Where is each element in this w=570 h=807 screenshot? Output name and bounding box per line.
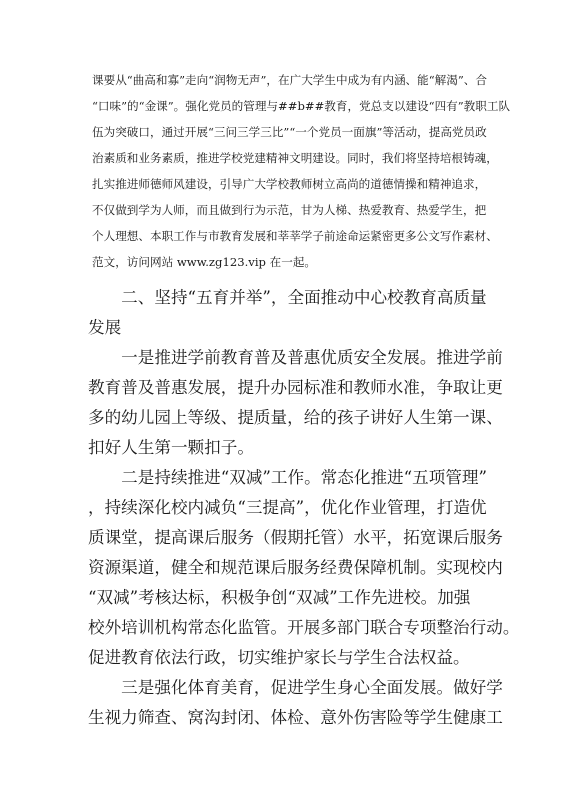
body-line-10: 资源渠道，健全和规范课后服务经费保障机制。实现校内 [88, 558, 503, 577]
intro-line-8: 范文，访问网站 www.zg123.vip 在一起。 [92, 255, 317, 269]
body-line-13: 促进教育依法行政，切实维护家长与学生合法权益。 [88, 648, 470, 667]
intro-line-2: “口味”的“金课”。强化党员的管理与##b##教育，党总支以建设“四有”教职工队 [92, 99, 511, 113]
body-line-11: “双减”考核达标，积极争创“双减”工作先进校。加强 [88, 588, 471, 607]
body-line-5: 多的幼儿园上等级、提质量，给的孩子讲好人生第一课、 [88, 408, 503, 427]
body-line-3: 一是推进学前教育普及普惠优质安全发展。推进学前 [88, 348, 503, 367]
intro-line-6: 不仅做到学为人师，而且做到行为示范，甘为人梯、热爱教育、热爱学生，把 [92, 203, 487, 217]
intro-line-3: 伍为突破口，通过开展“三问三学三比”“一个党员一面旗”等活动，提高党员政 [92, 125, 487, 139]
intro-line-7: 个人理想、本职工作与市教育发展和莘莘学子前途命运紧密更多公文写作素材、 [92, 229, 498, 243]
body-line-14: 三是强化体育美育，促进学生身心全面发展。做好学 [88, 678, 503, 697]
body-line-7: 二是持续推进“双减”工作。常态化推进“五项管理” [88, 468, 487, 487]
body-line-6: 扣好人生第一颗扣子。 [88, 438, 254, 457]
body-line-9: 质课堂，提高课后服务（假期托管）水平，拓宽课后服务 [88, 528, 503, 547]
intro-line-1: 课要从“曲高和寡”走向“润物无声”，在广大学生中成为有内涵、能“解渴”、合 [92, 73, 487, 87]
body-line-15: 生视力筛查、窝沟封闭、体检、意外伤害险等学生健康工 [88, 708, 503, 727]
body-line-12: 校外培训机构常态化监管。开展多部门联合专项整治行动。 [88, 618, 520, 637]
intro-line-4: 治素质和业务素质，推进学校党建精神文明建设。同时，我们将坚持培根铸魂， [92, 151, 498, 165]
section-heading-line-2: 发展 [88, 318, 122, 337]
body-line-4: 教育普及普惠发展，提升办园标准和教师水准，争取让更 [88, 378, 503, 397]
intro-line-5: 扎实推进师德师风建设，引导广大学校教师树立高尚的道德情操和精神追求， [92, 177, 487, 191]
body-line-8: ，持续深化校内减负“三提高”，优化作业管理，打造优 [88, 498, 487, 517]
section-heading-line-1: 二、坚持“五育并举”，全面推动中心校教育高质量 [88, 288, 487, 307]
